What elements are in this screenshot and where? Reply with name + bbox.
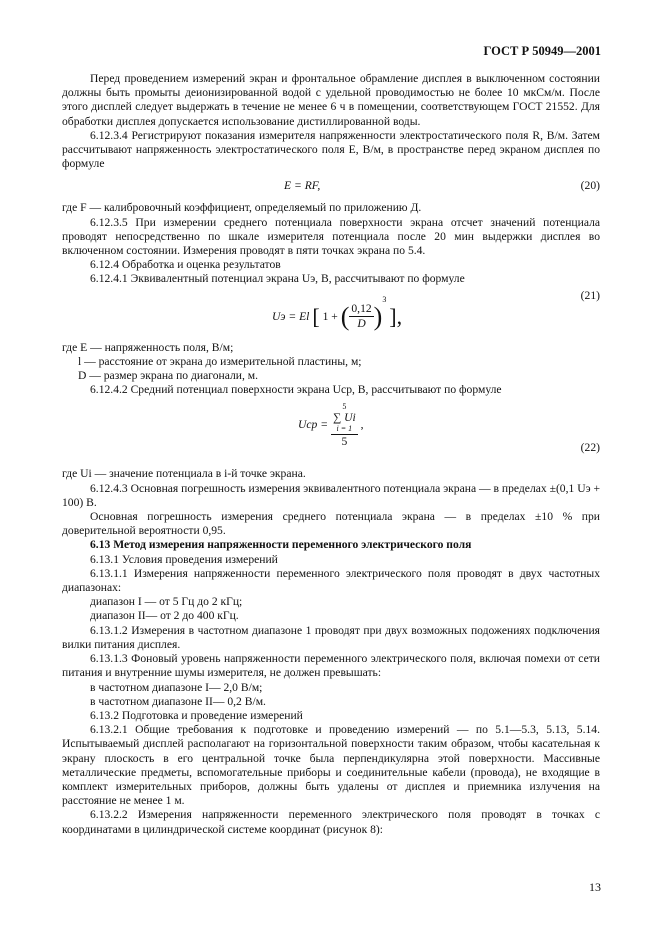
bracket-open: [ (312, 303, 320, 329)
formula-21-denominator: D (357, 317, 366, 331)
paragraph: в частотном диапазоне I— 2,0 В/м; (90, 680, 263, 694)
paragraph: 6.13.1.2 Измерения в частотном диапазоне 1 проводят при двух возможных подожениях подключения вилки питания дисплея. (62, 623, 600, 651)
page-content (62, 72, 600, 837)
formula-20 (62, 171, 600, 201)
formula-21-numerator: 0,12 (349, 302, 373, 317)
formula-22-numerator (331, 401, 358, 435)
paragraph: 6.13.2.1 Общие требования к подготовке и проведению измерений — по 5.1—5.3, 5.13, 5.14. Испытываемый дисплей располагают на горизонтальной поверхности таким образом, чтобы касательная к экрану плоскость в его центральной точке была перпендикулярна этой поверхности. Массивные металлические предметы, вспомогательные приборы и соединительные кабели (провода), не входящие в комплект измерительных приборов, должны быть удалены от дисплея и приемника излучения на расстояние не менее 1 м. (62, 723, 600, 808)
formula-20-number: (20) (580, 179, 600, 193)
paragraph: l — расстояние от экрана до измерительной пластины, м; (78, 354, 362, 368)
paragraph: Основная погрешность измерения среднего потенциала экрана — в пределах ±10 % при доверительной вероятности 0,95. (62, 510, 600, 538)
sum-top: 5 (342, 402, 347, 412)
formula-22 (62, 397, 600, 467)
formula-22-number: (22) (580, 441, 600, 455)
document-header: ГОСТ Р 50949—2001 (483, 44, 601, 58)
sum-bottom: i = 1 (336, 424, 353, 434)
paragraph: диапазон I — от 5 Гц до 2 кГц; (90, 595, 243, 609)
paragraph: 6.13.1 Условия проведения измерений (90, 552, 278, 566)
paragraph: 6.13.2 Подготовка и проведение измерений (90, 708, 303, 722)
formula-21-lhs: Uэ = El (272, 309, 310, 323)
paragraph: 6.12.4.3 Основная погрешность измерения эквивалентного потенциала экрана — в пределах ±(0,1 Uэ + 100) В. (62, 481, 600, 509)
section-heading: 6.13 Метод измерения напряженности переменного электрического поля (90, 538, 472, 552)
formula-22-denominator: 5 (341, 435, 348, 449)
formula-21-fraction (349, 302, 373, 331)
formula-22-lhs: Uср = (298, 418, 329, 432)
paragraph: где E — напряженность поля, В/м; (62, 340, 234, 354)
paragraph: 6.13.1.1 Измерения напряженности переменного электрического поля проводят в двух частотных диапазонах: (62, 566, 600, 595)
formula-21 (62, 287, 600, 341)
formula-22-comma: , (360, 418, 364, 432)
paragraph: 6.12.4.2 Средний потенциал поверхности экрана Uср, В, рассчитывают по формуле (90, 383, 502, 397)
paragraph: 6.12.4.1 Эквивалентный потенциал экрана Uэ, В, рассчитывают по формуле (90, 272, 465, 286)
formula-21-power: 3 (382, 294, 387, 304)
formula-22-fraction (331, 401, 358, 449)
paragraph: 6.12.4 Обработка и оценка результатов (90, 258, 281, 272)
paragraph: D — размер экрана по диагонали, м. (78, 369, 258, 383)
paragraph: 6.13.2.2 Измерения напряженности переменного электрического поля проводят в точках с координатами в цилиндрической системе координат (рисунок 8): (62, 808, 600, 836)
paragraph: 6.12.3.4 Регистрируют показания измерителя напряженности электростатического поля R, В/м. Затем рассчитывают напряженность электростатического поля E, В/м, в пространстве перед экраном дисплея по формуле (62, 128, 600, 171)
sum-symbol: ∑ Ui (332, 411, 356, 425)
paragraph: 6.13.1.3 Фоновый уровень напряженности переменного электрического поля, включая помехи от сети питания и внутренние шумы измерителя, не должен превышать: (62, 652, 600, 680)
paragraph: где Ui — значение потенциала в i-й точке экрана. (62, 467, 306, 481)
formula-20-text: E = RF, (284, 179, 321, 193)
bracket-close: ], (389, 303, 403, 329)
formula-21-one: 1 + (322, 309, 338, 323)
paragraph: в частотном диапазоне II— 0,2 В/м. (90, 694, 266, 708)
paragraph: где F — калибровочный коэффициент, определяемый по приложению Д. (62, 201, 422, 215)
page-number: 13 (589, 880, 601, 894)
paragraph: Перед проведением измерений экран и фронтальное обрамление дисплея в выключенном состоянии должны быть промыты деионизированной водой с удельной проводимостью не более 10 мкСм/м. После этого дисплей следует выдержать в течение не менее 6 ч в помещении, соответствующем ГОСТ 21552. Для обработки дисплея допускается использование дистиллированной воды. (62, 72, 600, 128)
paren-open: ( (340, 301, 350, 331)
paren-close: ) (373, 301, 383, 331)
paragraph: 6.12.3.5 При измерении среднего потенциала поверхности экрана отсчет значений потенциала проводят непосредственно по шкале измерителя потенциала после 20 мин выдержки дисплея во включенном состоянии. Измерения проводят в пяти точках экрана по 5.4. (62, 215, 600, 258)
paragraph: диапазон II— от 2 до 400 кГц. (90, 609, 239, 623)
formula-21-number: (21) (580, 288, 600, 302)
